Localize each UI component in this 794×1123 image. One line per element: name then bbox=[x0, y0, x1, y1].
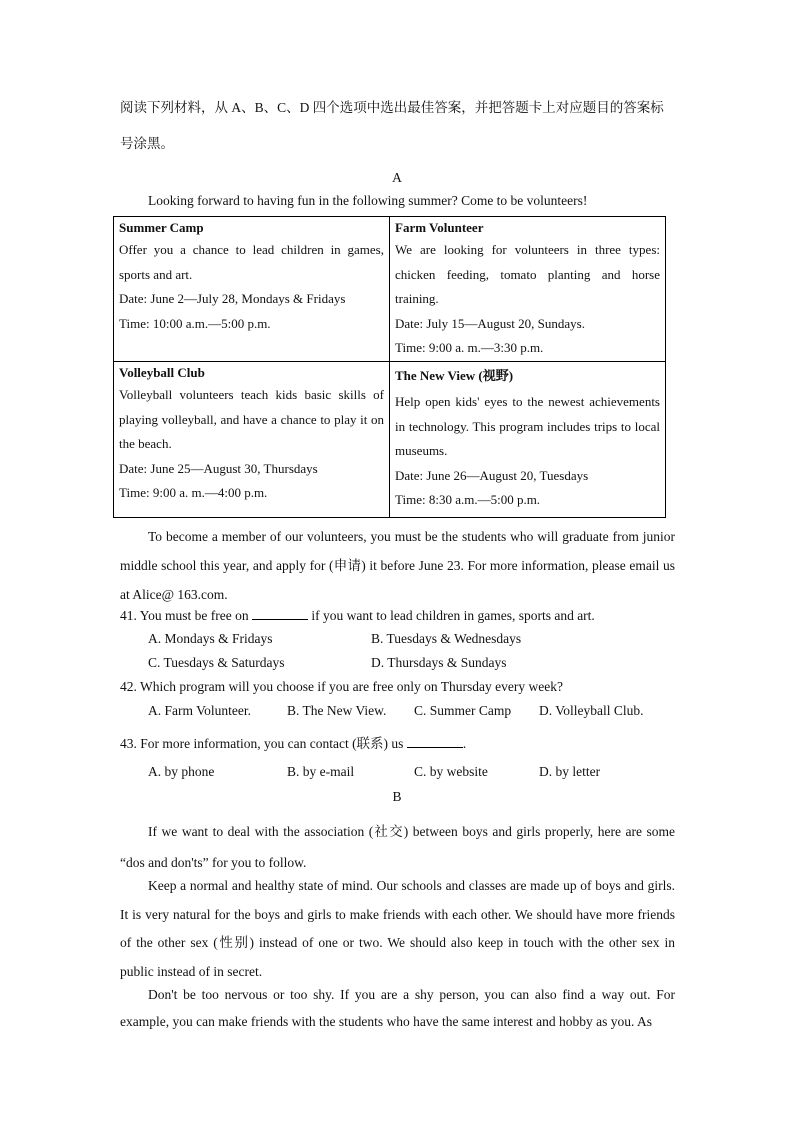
question-41-option-b: B. Tuesdays & Wednesdays bbox=[371, 631, 522, 646]
answer-blank bbox=[252, 607, 308, 620]
program-cell-new-view bbox=[390, 362, 666, 518]
program-description: Volleyball volunteers teach kids basic skills of playing volleyball, and have a chance to play it on the beach. bbox=[119, 387, 384, 451]
volunteer-program-table bbox=[113, 216, 666, 518]
program-title: The New View (视野) bbox=[395, 368, 514, 383]
section-a-closing: To become a member of our volunteers, you must be the students who will graduate from junior middle school this year, and apply for (申请) it before June 23. For more information, please email us at Alice@ 163.com. bbox=[120, 529, 675, 602]
program-date: Date: June 26—August 20, Tuesdays bbox=[395, 467, 589, 483]
program-title: Volleyball Club bbox=[119, 365, 205, 380]
program-date: Date: June 25—August 30, Thursdays bbox=[119, 460, 318, 476]
question-41-stem bbox=[120, 607, 595, 624]
program-cell-volleyball-club bbox=[114, 362, 390, 518]
program-date: Date: June 2—July 28, Mondays & Fridays bbox=[119, 291, 346, 306]
section-b-label: B bbox=[392, 789, 402, 804]
section-b-paragraph-3: Don't be too nervous or too shy. If you are a shy person, you can also find a way out. For example, you can make friends with the students who have the same interest and hobby as you. As bbox=[120, 987, 675, 1029]
program-title: Farm Volunteer bbox=[395, 220, 484, 235]
program-time: Time: 8:30 a.m.—5:00 p.m. bbox=[395, 492, 541, 507]
program-time: Time: 10:00 a.m.—5:00 p.m. bbox=[119, 315, 271, 331]
program-date: Date: July 15—August 20, Sundays. bbox=[395, 315, 585, 331]
question-stem-start: 43. For more information, you can contact (联系) us bbox=[120, 736, 404, 751]
question-42-option-b: B. The New View. bbox=[287, 703, 387, 718]
question-43-option-d: D. by letter bbox=[539, 764, 601, 779]
section-a-intro: Looking forward to having fun in the following summer? Come to be volunteers! bbox=[148, 193, 588, 208]
question-43-option-a: A. by phone bbox=[148, 764, 215, 779]
program-time: Time: 9:00 a. m.—4:00 p.m. bbox=[119, 485, 268, 500]
question-41-option-c: C. Tuesdays & Saturdays bbox=[148, 655, 285, 670]
section-b-paragraph-2: Keep a normal and healthy state of mind. Our schools and classes are made up of boys and girls. It is very natural for the boys and girls to make friends with each other. We should have more friends of the other sex (性别) instead of one or two. We should also keep in touch with the other sex in public instead of in secret. bbox=[120, 878, 675, 979]
question-42-option-d: D. Volleyball Club. bbox=[539, 703, 644, 718]
question-42-option-c: C. Summer Camp bbox=[414, 703, 512, 718]
program-description: We are looking for volunteers in three types: chicken feeding, tomato planting and horse training. bbox=[395, 242, 660, 306]
answer-blank bbox=[407, 735, 463, 748]
question-41-option-d: D. Thursdays & Sundays bbox=[371, 655, 507, 670]
program-title: Summer Camp bbox=[119, 220, 204, 235]
instructions-line-1: 阅读下列材料，从 A、B、C、D 四个选项中选出最佳答案，并把答题卡上对应题目的答案标 bbox=[120, 100, 664, 115]
question-43-stem bbox=[120, 732, 466, 752]
question-stem-start: 41. You must be free on bbox=[120, 608, 249, 623]
question-42-stem: 42. Which program will you choose if you are free only on Thursday every week? bbox=[120, 679, 563, 694]
program-time: Time: 9:00 a. m.—3:30 p.m. bbox=[395, 340, 544, 355]
instructions-line-2: 号涂黑。 bbox=[120, 136, 174, 151]
program-cell-summer-camp bbox=[114, 217, 390, 362]
question-stem-end: . bbox=[462, 736, 467, 751]
question-41-option-a: A. Mondays & Fridays bbox=[148, 631, 273, 646]
question-43-option-c: C. by website bbox=[414, 764, 488, 779]
section-a-label: A bbox=[392, 170, 402, 185]
question-stem-end: if you want to lead children in games, sports and art. bbox=[311, 608, 595, 623]
question-43-option-b: B. by e-mail bbox=[287, 764, 355, 779]
program-cell-farm-volunteer bbox=[390, 217, 666, 362]
program-description: Help open kids' eyes to the newest achievements in technology. This program includes trips to local museums. bbox=[395, 394, 660, 458]
section-b-paragraph-1: If we want to deal with the association (社交) between boys and girls properly, here are some “dos and don'ts” for you to follow. bbox=[120, 824, 675, 870]
program-description: Offer you a chance to lead children in games, sports and art. bbox=[119, 242, 384, 282]
question-42-option-a: A. Farm Volunteer. bbox=[148, 703, 251, 718]
